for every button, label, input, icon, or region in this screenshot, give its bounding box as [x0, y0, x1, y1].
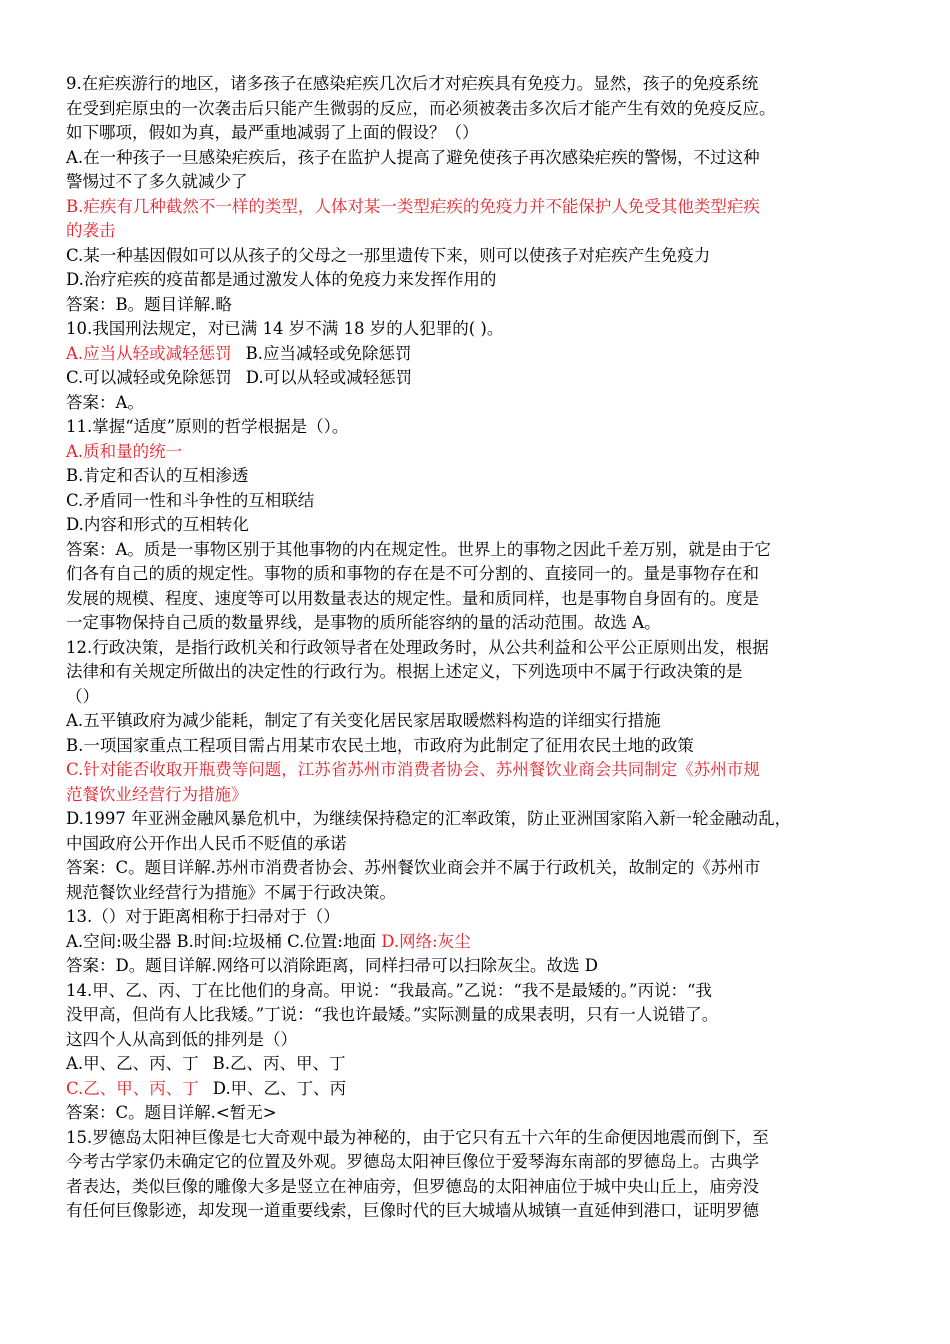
q14-stem-line-3: 这四个人从高到低的排列是（）: [66, 1029, 297, 1049]
q12-option-d-line-2: 中国政府公开作出人民币不贬值的承诺: [66, 833, 347, 853]
q12-answer-line-2: 规范餐饮业经营行为措施》不属于行政决策。: [66, 882, 396, 902]
q10-answer: 答案：A。: [66, 392, 144, 412]
q13-option-d: D.网络:灰尘: [381, 931, 471, 951]
q14-answer: 答案：C。题目详解.<暂无>: [66, 1103, 277, 1122]
q11-option-a: A.质和量的统一: [66, 441, 183, 461]
q15-stem-line-3: 者表达，类似巨像的雕像大多是竖立在神庙旁，但罗德岛的太阳神庙位于城中央山丘上，庙旁没: [66, 1176, 759, 1196]
q9-option-d: D.治疗疟疾的疫苗都是通过激发人体的免疫力来发挥作用的: [66, 270, 497, 289]
q12-option-a: A.五平镇政府为减少能耗，制定了有关变化居民家居取暖燃料构造的详细实行措施: [66, 711, 661, 730]
q14-stem-line-1: 14.甲、乙、丙、丁在比他们的身高。甲说：“我最高。”乙说：“我不是最矮的。”丙说：“我: [66, 980, 712, 1000]
q12-option-d-line-1: D.1997 年亚洲金融风暴危机中，为继续保持稳定的汇率政策，防止亚洲国家陷入新一轮金融动乱，: [66, 809, 792, 828]
q14-options-cd: [66, 1077, 886, 1102]
q13-options: [66, 930, 886, 955]
q11-stem: 11.掌握“适度”原则的哲学根据是（）。: [66, 417, 349, 436]
q11-answer-line-1: 答案：A。质是一事物区别于其他事物的内在规定性。世界上的事物之因此千差万别，就是由于它: [66, 539, 771, 559]
q14-options-ab: [66, 1052, 886, 1077]
q13-options-abc: A.空间:吸尘器 B.时间:垃圾桶 C.位置:地面: [66, 931, 382, 951]
q10-options-cd: [66, 366, 886, 391]
q12-option-c-line-1: C.针对能否收取开瓶费等问题，江苏省苏州市消费者协会、苏州餐饮业商会共同制定《苏州市规: [66, 760, 760, 779]
q12-stem-line-1: 12.行政决策，是指行政机关和行政领导者在处理政务时，从公共利益和公平公正原则出发，根据: [66, 637, 769, 657]
q9-option-a-line-2: 警惕过不了多久就减少了: [66, 172, 248, 191]
q11-answer-line-2: 们各有自己的质的规定性。事物的质和事物的存在是不可分割的、直接同一的。量是事物存在和: [66, 564, 759, 583]
q11-answer-line-3: 发展的规模、程度、速度等可以用数量表达的规定性。量和质同样，也是事物自身固有的。度是: [66, 588, 759, 608]
q14-option-d: D.甲、乙、丁、丙: [212, 1078, 347, 1098]
q9-stem-line-1: 9.在疟疾游行的地区，诸多孩子在感染疟疾几次后才对疟疾具有免疫力。显然，孩子的免疫系统: [66, 74, 759, 93]
q13-answer: 答案：D。题目详解.网络可以消除距离，同样扫帚可以扫除灰尘。故选 D: [66, 956, 598, 975]
q12-answer-line-1: 答案：C。题目详解.苏州市消费者协会、苏州餐饮业商会并不属于行政机关，故制定的《苏州市: [66, 858, 761, 877]
q11-answer-line-4: 一定事物保持自己质的数量界线，是事物的质所能容纳的量的活动范围。故选 A。: [66, 613, 661, 632]
q9-stem-line-3: 如下哪项，假如为真，最严重地减弱了上面的假设？（）: [66, 123, 479, 142]
q12-option-b: B.一项国家重点工程项目需占用某市农民土地，市政府为此制定了征用农民土地的政策: [66, 735, 694, 755]
q10-option-c: C.可以减轻或免除惩罚: [66, 368, 232, 387]
q14-option-a: A.甲、乙、丙、丁: [66, 1054, 199, 1073]
q15-stem-line-2: 今考古学家仍未确定它的位置及外观。罗德岛太阳神巨像位于爱琴海东南部的罗德岛上。古典学: [66, 1152, 759, 1171]
q15-stem-line-4: 有任何巨像影迹，却发现一道重要线索，巨像时代的巨大城墙从城镇一直延伸到港口，证明罗德: [66, 1201, 759, 1220]
q11-option-b: B.肯定和否认的互相渗透: [66, 466, 249, 485]
q11-option-d: D.内容和形式的互相转化: [66, 515, 249, 534]
q9-answer: 答案：B。题目详解.略: [66, 294, 232, 314]
q10-option-a: A.应当从轻或减轻惩罚: [66, 343, 232, 363]
q13-stem: 13.（）对于距离相称于扫帚对于（）: [66, 907, 340, 926]
q12-stem-line-2: 法律和有关规定所做出的决定性的行政行为。根据上述定义，下列选项中不属于行政决策的是: [66, 662, 743, 681]
q14-stem-line-2: 没甲高，但尚有人比我矮。”丁说：“我也许最矮。”实际测量的成果表明，只有一人说错了。: [66, 1005, 719, 1024]
q9-stem-line-2: 在受到疟原虫的一次袭击后只能产生微弱的反应，而必须被袭击多次后才能产生有效的免疫反应。: [66, 98, 776, 118]
q15-stem-line-1: 15.罗德岛太阳神巨像是七大奇观中最为神秘的，由于它只有五十六年的生命便因地震而倒下，至: [66, 1127, 769, 1147]
q10-option-b: B.应当减轻或免除惩罚: [245, 343, 412, 363]
q11-option-c: C.矛盾同一性和斗争性的互相联结: [66, 490, 315, 510]
q14-option-b: B.乙、丙、甲、丁: [212, 1054, 346, 1073]
q9-option-a-line-1: A.在一种孩子一旦感染疟疾后，孩子在监护人提高了避免使孩子再次感染疟疾的警惕，不过这种: [66, 147, 760, 167]
q10-stem: 10.我国刑法规定，对已满 14 岁不满 18 岁的人犯罪的( )。: [66, 319, 504, 338]
q14-option-c: C.乙、甲、丙、丁: [66, 1078, 199, 1098]
q10-options-ab: [66, 342, 886, 367]
q10-option-d: D.可以从轻或减轻惩罚: [245, 368, 413, 387]
q9-option-b-line-1: B.疟疾有几种截然不一样的类型，人体对某一类型疟疾的免疫力并不能保护人免受其他类型疟疾: [66, 196, 760, 216]
q12-stem-line-3: （）: [66, 686, 99, 706]
q9-option-b-line-2: 的袭击: [66, 221, 116, 240]
document-page: [66, 72, 886, 1224]
q12-option-c-line-2: 范餐饮业经营行为措施》: [66, 784, 248, 804]
q9-option-c: C.某一种基因假如可以从孩子的父母之一那里遗传下来，则可以使孩子对疟疾产生免疫力: [66, 245, 711, 265]
